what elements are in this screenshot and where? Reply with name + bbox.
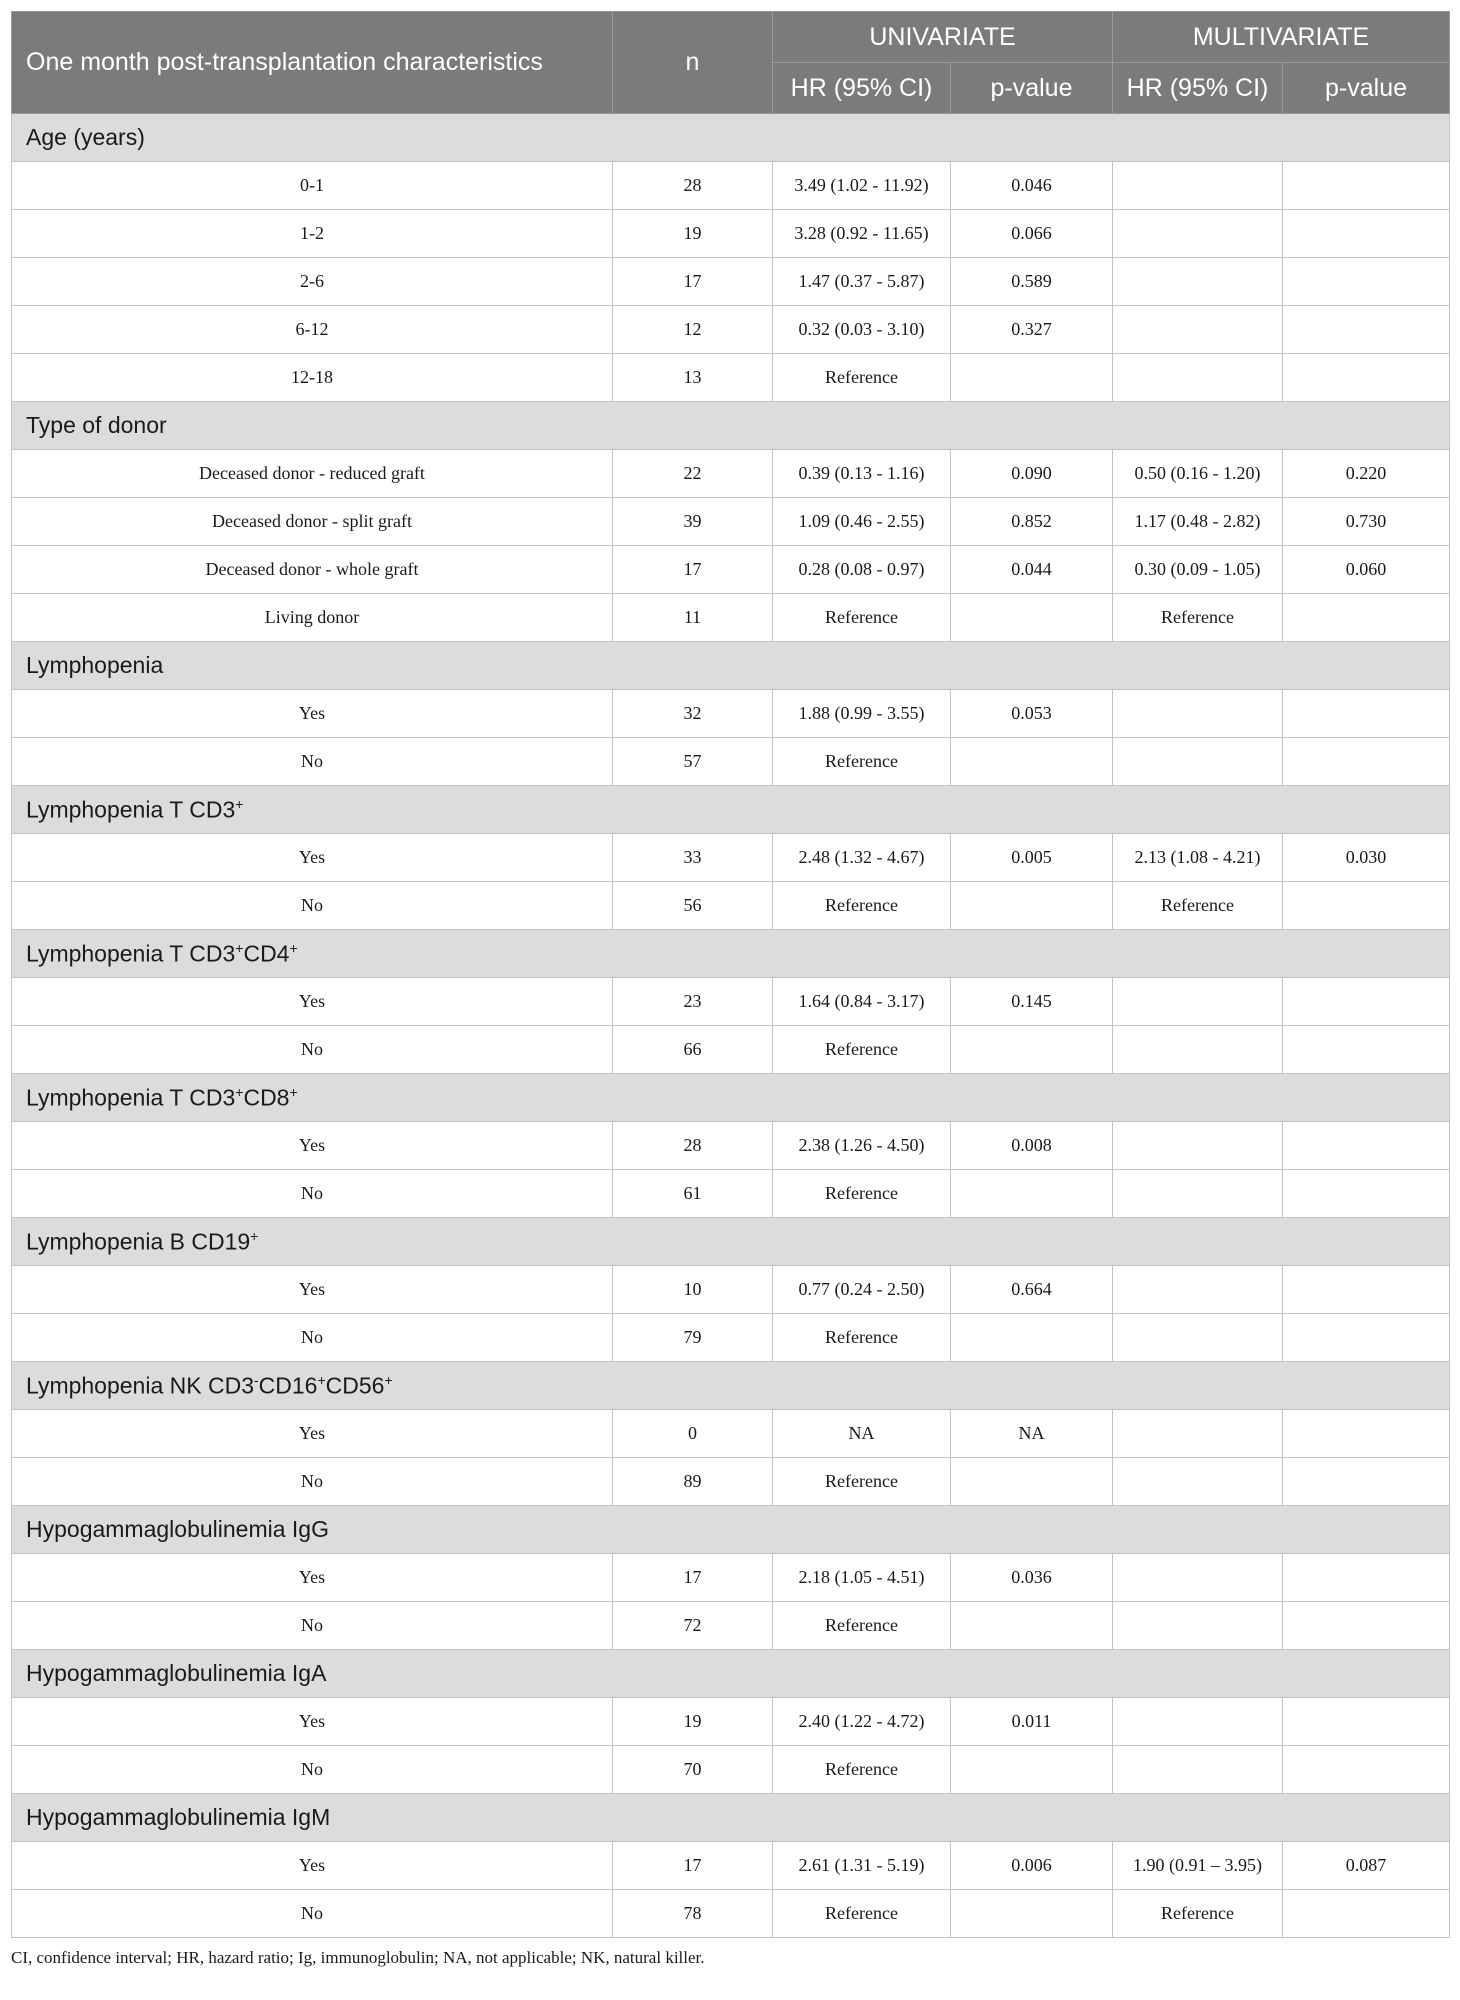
cell-n: 57 bbox=[613, 738, 773, 786]
cell-characteristic: Yes bbox=[12, 1554, 613, 1602]
table-row bbox=[12, 1266, 1450, 1314]
cell-multivariate-hr bbox=[1113, 1602, 1283, 1650]
cell-multivariate-p: 0.730 bbox=[1283, 498, 1450, 546]
cell-characteristic: Yes bbox=[12, 1410, 613, 1458]
cell-multivariate-p bbox=[1283, 978, 1450, 1026]
table-row bbox=[12, 210, 1450, 258]
cell-univariate-hr: Reference bbox=[773, 354, 951, 402]
cell-characteristic: No bbox=[12, 1314, 613, 1362]
cell-univariate-p: 0.046 bbox=[951, 162, 1113, 210]
cell-multivariate-p: 0.087 bbox=[1283, 1842, 1450, 1890]
header-multivariate-hr: HR (95% CI) bbox=[1113, 63, 1283, 114]
cell-multivariate-p bbox=[1283, 162, 1450, 210]
cell-n: 39 bbox=[613, 498, 773, 546]
cell-n: 17 bbox=[613, 258, 773, 306]
cell-univariate-p bbox=[951, 1602, 1113, 1650]
cell-n: 19 bbox=[613, 210, 773, 258]
cell-characteristic: No bbox=[12, 1026, 613, 1074]
cell-univariate-hr: Reference bbox=[773, 1746, 951, 1794]
cell-multivariate-hr: Reference bbox=[1113, 1890, 1283, 1938]
table-row bbox=[12, 1170, 1450, 1218]
cell-univariate-hr: 0.39 (0.13 - 1.16) bbox=[773, 450, 951, 498]
cell-univariate-hr: 2.48 (1.32 - 4.67) bbox=[773, 834, 951, 882]
table-row bbox=[12, 1122, 1450, 1170]
cell-characteristic: No bbox=[12, 1890, 613, 1938]
cell-multivariate-p bbox=[1283, 594, 1450, 642]
cell-multivariate-hr bbox=[1113, 1170, 1283, 1218]
table-row bbox=[12, 450, 1450, 498]
cell-univariate-p: 0.011 bbox=[951, 1698, 1113, 1746]
cell-multivariate-p bbox=[1283, 1410, 1450, 1458]
cell-multivariate-p bbox=[1283, 354, 1450, 402]
cell-characteristic: Deceased donor - whole graft bbox=[12, 546, 613, 594]
cell-multivariate-p bbox=[1283, 1458, 1450, 1506]
cell-n: 72 bbox=[613, 1602, 773, 1650]
section-title: Lymphopenia T CD3+ bbox=[12, 786, 1450, 834]
cell-characteristic: Yes bbox=[12, 1842, 613, 1890]
cell-univariate-hr: Reference bbox=[773, 882, 951, 930]
cell-univariate-hr: Reference bbox=[773, 738, 951, 786]
cell-characteristic: Living donor bbox=[12, 594, 613, 642]
cell-univariate-p: 0.664 bbox=[951, 1266, 1113, 1314]
header-univariate: UNIVARIATE bbox=[773, 12, 1113, 63]
cell-univariate-p: 0.852 bbox=[951, 498, 1113, 546]
cell-multivariate-hr bbox=[1113, 1410, 1283, 1458]
cell-n: 32 bbox=[613, 690, 773, 738]
cell-univariate-hr: 2.40 (1.22 - 4.72) bbox=[773, 1698, 951, 1746]
cell-multivariate-p: 0.060 bbox=[1283, 546, 1450, 594]
table-row bbox=[12, 978, 1450, 1026]
cell-multivariate-hr: 0.30 (0.09 - 1.05) bbox=[1113, 546, 1283, 594]
section-header-row bbox=[12, 1650, 1450, 1698]
cell-multivariate-p bbox=[1283, 1170, 1450, 1218]
cell-n: 10 bbox=[613, 1266, 773, 1314]
section-header-row bbox=[12, 1218, 1450, 1266]
table-row bbox=[12, 1554, 1450, 1602]
table-body bbox=[12, 114, 1450, 1938]
cell-univariate-hr: 2.61 (1.31 - 5.19) bbox=[773, 1842, 951, 1890]
cell-characteristic: Deceased donor - split graft bbox=[12, 498, 613, 546]
cell-multivariate-p bbox=[1283, 1890, 1450, 1938]
cell-univariate-p bbox=[951, 1458, 1113, 1506]
cell-multivariate-p bbox=[1283, 1314, 1450, 1362]
header-multivariate-p: p-value bbox=[1283, 63, 1450, 114]
cell-multivariate-hr bbox=[1113, 1698, 1283, 1746]
cell-univariate-p: 0.044 bbox=[951, 546, 1113, 594]
cell-multivariate-p bbox=[1283, 1602, 1450, 1650]
table-row bbox=[12, 834, 1450, 882]
cell-characteristic: Yes bbox=[12, 834, 613, 882]
cell-characteristic: Deceased donor - reduced graft bbox=[12, 450, 613, 498]
cell-characteristic: No bbox=[12, 1602, 613, 1650]
table-header bbox=[12, 12, 1450, 114]
cell-multivariate-p bbox=[1283, 306, 1450, 354]
cell-characteristic: No bbox=[12, 738, 613, 786]
cell-univariate-hr: 0.28 (0.08 - 0.97) bbox=[773, 546, 951, 594]
cell-univariate-hr: Reference bbox=[773, 1170, 951, 1218]
cell-multivariate-hr bbox=[1113, 978, 1283, 1026]
table-row bbox=[12, 1410, 1450, 1458]
cell-multivariate-hr bbox=[1113, 258, 1283, 306]
cell-univariate-p bbox=[951, 594, 1113, 642]
table-footnote: CI, confidence interval; HR, hazard ratio; Ig, immunoglobulin; NA, not applicable; NK, natural killer. bbox=[11, 1948, 705, 1967]
cell-univariate-hr: 0.77 (0.24 - 2.50) bbox=[773, 1266, 951, 1314]
cell-univariate-hr: 1.47 (0.37 - 5.87) bbox=[773, 258, 951, 306]
cell-characteristic: No bbox=[12, 1458, 613, 1506]
table-row bbox=[12, 498, 1450, 546]
section-title: Hypogammaglobulinemia IgM bbox=[12, 1794, 1450, 1842]
cell-univariate-p bbox=[951, 1170, 1113, 1218]
cell-multivariate-p bbox=[1283, 210, 1450, 258]
cell-univariate-p: 0.589 bbox=[951, 258, 1113, 306]
table-row bbox=[12, 1746, 1450, 1794]
cell-multivariate-p bbox=[1283, 258, 1450, 306]
cell-n: 79 bbox=[613, 1314, 773, 1362]
table-row bbox=[12, 354, 1450, 402]
cell-multivariate-hr: Reference bbox=[1113, 594, 1283, 642]
section-header-row bbox=[12, 1506, 1450, 1554]
section-title: Lymphopenia bbox=[12, 642, 1450, 690]
cell-multivariate-hr bbox=[1113, 690, 1283, 738]
cell-characteristic: 12-18 bbox=[12, 354, 613, 402]
cell-multivariate-p bbox=[1283, 690, 1450, 738]
cell-characteristic: 6-12 bbox=[12, 306, 613, 354]
cell-univariate-hr: Reference bbox=[773, 1602, 951, 1650]
cell-univariate-p: 0.006 bbox=[951, 1842, 1113, 1890]
cell-n: 17 bbox=[613, 546, 773, 594]
table-row bbox=[12, 258, 1450, 306]
table-row bbox=[12, 1458, 1450, 1506]
cell-univariate-hr: 3.28 (0.92 - 11.65) bbox=[773, 210, 951, 258]
cell-multivariate-hr bbox=[1113, 1554, 1283, 1602]
table-row bbox=[12, 690, 1450, 738]
cell-univariate-p: 0.036 bbox=[951, 1554, 1113, 1602]
header-univariate-hr: HR (95% CI) bbox=[773, 63, 951, 114]
cell-multivariate-hr bbox=[1113, 1266, 1283, 1314]
section-title: Hypogammaglobulinemia IgA bbox=[12, 1650, 1450, 1698]
table-row bbox=[12, 1842, 1450, 1890]
cell-univariate-p: 0.066 bbox=[951, 210, 1113, 258]
cell-univariate-hr: 1.88 (0.99 - 3.55) bbox=[773, 690, 951, 738]
cell-univariate-p bbox=[951, 738, 1113, 786]
cell-n: 89 bbox=[613, 1458, 773, 1506]
cell-characteristic: Yes bbox=[12, 1122, 613, 1170]
cell-univariate-hr: Reference bbox=[773, 594, 951, 642]
cell-multivariate-p: 0.220 bbox=[1283, 450, 1450, 498]
cell-multivariate-hr bbox=[1113, 306, 1283, 354]
cell-multivariate-p bbox=[1283, 1122, 1450, 1170]
section-header-row bbox=[12, 930, 1450, 978]
cell-characteristic: 1-2 bbox=[12, 210, 613, 258]
cell-univariate-hr: 2.38 (1.26 - 4.50) bbox=[773, 1122, 951, 1170]
cell-univariate-p: 0.145 bbox=[951, 978, 1113, 1026]
table-row bbox=[12, 546, 1450, 594]
table-row bbox=[12, 882, 1450, 930]
header-multivariate: MULTIVARIATE bbox=[1113, 12, 1450, 63]
cell-univariate-p bbox=[951, 354, 1113, 402]
cell-univariate-hr: Reference bbox=[773, 1458, 951, 1506]
table-row bbox=[12, 1602, 1450, 1650]
results-table bbox=[11, 11, 1450, 1938]
section-title: Type of donor bbox=[12, 402, 1450, 450]
section-title: Lymphopenia T CD3+CD8+ bbox=[12, 1074, 1450, 1122]
cell-n: 70 bbox=[613, 1746, 773, 1794]
header-univariate-p: p-value bbox=[951, 63, 1113, 114]
cell-univariate-hr: 1.64 (0.84 - 3.17) bbox=[773, 978, 951, 1026]
cell-univariate-p bbox=[951, 1746, 1113, 1794]
cell-multivariate-p bbox=[1283, 882, 1450, 930]
section-header-row bbox=[12, 1794, 1450, 1842]
header-n: n bbox=[613, 12, 773, 114]
cell-univariate-hr: Reference bbox=[773, 1314, 951, 1362]
cell-characteristic: Yes bbox=[12, 690, 613, 738]
cell-n: 19 bbox=[613, 1698, 773, 1746]
cell-characteristic: No bbox=[12, 882, 613, 930]
cell-univariate-hr: 2.18 (1.05 - 4.51) bbox=[773, 1554, 951, 1602]
cell-multivariate-hr bbox=[1113, 1122, 1283, 1170]
cell-n: 78 bbox=[613, 1890, 773, 1938]
section-title: Lymphopenia T CD3+CD4+ bbox=[12, 930, 1450, 978]
table-row bbox=[12, 594, 1450, 642]
section-header-row bbox=[12, 402, 1450, 450]
cell-characteristic: Yes bbox=[12, 1266, 613, 1314]
cell-multivariate-p bbox=[1283, 1266, 1450, 1314]
cell-multivariate-p bbox=[1283, 738, 1450, 786]
cell-univariate-hr: NA bbox=[773, 1410, 951, 1458]
cell-characteristic: Yes bbox=[12, 978, 613, 1026]
cell-univariate-hr: Reference bbox=[773, 1890, 951, 1938]
table-row bbox=[12, 1698, 1450, 1746]
cell-characteristic: 0-1 bbox=[12, 162, 613, 210]
table-row bbox=[12, 738, 1450, 786]
cell-univariate-hr: 3.49 (1.02 - 11.92) bbox=[773, 162, 951, 210]
cell-n: 23 bbox=[613, 978, 773, 1026]
table-row bbox=[12, 306, 1450, 354]
cell-n: 22 bbox=[613, 450, 773, 498]
cell-multivariate-hr: 0.50 (0.16 - 1.20) bbox=[1113, 450, 1283, 498]
table-row bbox=[12, 162, 1450, 210]
section-title: Hypogammaglobulinemia IgG bbox=[12, 1506, 1450, 1554]
section-title: Lymphopenia B CD19+ bbox=[12, 1218, 1450, 1266]
cell-multivariate-hr bbox=[1113, 1458, 1283, 1506]
cell-multivariate-hr: 2.13 (1.08 - 4.21) bbox=[1113, 834, 1283, 882]
cell-characteristic: No bbox=[12, 1746, 613, 1794]
cell-univariate-p bbox=[951, 882, 1113, 930]
cell-multivariate-hr bbox=[1113, 1026, 1283, 1074]
cell-multivariate-p bbox=[1283, 1554, 1450, 1602]
cell-univariate-p bbox=[951, 1026, 1113, 1074]
section-header-row bbox=[12, 786, 1450, 834]
section-header-row bbox=[12, 1362, 1450, 1410]
cell-n: 17 bbox=[613, 1842, 773, 1890]
cell-univariate-p: 0.005 bbox=[951, 834, 1113, 882]
cell-univariate-p: 0.053 bbox=[951, 690, 1113, 738]
cell-multivariate-hr bbox=[1113, 162, 1283, 210]
cell-characteristic: 2-6 bbox=[12, 258, 613, 306]
table-row bbox=[12, 1314, 1450, 1362]
cell-n: 66 bbox=[613, 1026, 773, 1074]
cell-n: 13 bbox=[613, 354, 773, 402]
cell-univariate-hr: 1.09 (0.46 - 2.55) bbox=[773, 498, 951, 546]
cell-multivariate-hr: 1.90 (0.91 – 3.95) bbox=[1113, 1842, 1283, 1890]
section-header-row bbox=[12, 1074, 1450, 1122]
cell-multivariate-hr bbox=[1113, 1746, 1283, 1794]
cell-n: 61 bbox=[613, 1170, 773, 1218]
section-title: Age (years) bbox=[12, 114, 1450, 162]
cell-multivariate-p bbox=[1283, 1698, 1450, 1746]
header-characteristics: One month post-transplantation characteristics bbox=[12, 12, 613, 114]
cell-multivariate-hr: 1.17 (0.48 - 2.82) bbox=[1113, 498, 1283, 546]
cell-multivariate-p bbox=[1283, 1026, 1450, 1074]
cell-n: 11 bbox=[613, 594, 773, 642]
cell-n: 28 bbox=[613, 1122, 773, 1170]
cell-multivariate-hr bbox=[1113, 210, 1283, 258]
cell-multivariate-p: 0.030 bbox=[1283, 834, 1450, 882]
cell-univariate-p: 0.327 bbox=[951, 306, 1113, 354]
cell-multivariate-hr bbox=[1113, 1314, 1283, 1362]
cell-n: 17 bbox=[613, 1554, 773, 1602]
cell-univariate-p: NA bbox=[951, 1410, 1113, 1458]
cell-multivariate-hr bbox=[1113, 354, 1283, 402]
cell-multivariate-p bbox=[1283, 1746, 1450, 1794]
section-header-row bbox=[12, 642, 1450, 690]
cell-univariate-p bbox=[951, 1314, 1113, 1362]
cell-n: 56 bbox=[613, 882, 773, 930]
cell-n: 0 bbox=[613, 1410, 773, 1458]
table-row bbox=[12, 1026, 1450, 1074]
cell-univariate-hr: Reference bbox=[773, 1026, 951, 1074]
cell-characteristic: No bbox=[12, 1170, 613, 1218]
cell-univariate-p: 0.090 bbox=[951, 450, 1113, 498]
table-container bbox=[11, 11, 1449, 1968]
cell-characteristic: Yes bbox=[12, 1698, 613, 1746]
cell-univariate-hr: 0.32 (0.03 - 3.10) bbox=[773, 306, 951, 354]
cell-n: 28 bbox=[613, 162, 773, 210]
cell-n: 33 bbox=[613, 834, 773, 882]
section-header-row bbox=[12, 114, 1450, 162]
cell-n: 12 bbox=[613, 306, 773, 354]
cell-multivariate-hr: Reference bbox=[1113, 882, 1283, 930]
table-row bbox=[12, 1890, 1450, 1938]
section-title: Lymphopenia NK CD3-CD16+CD56+ bbox=[12, 1362, 1450, 1410]
cell-multivariate-hr bbox=[1113, 738, 1283, 786]
cell-univariate-p bbox=[951, 1890, 1113, 1938]
cell-univariate-p: 0.008 bbox=[951, 1122, 1113, 1170]
